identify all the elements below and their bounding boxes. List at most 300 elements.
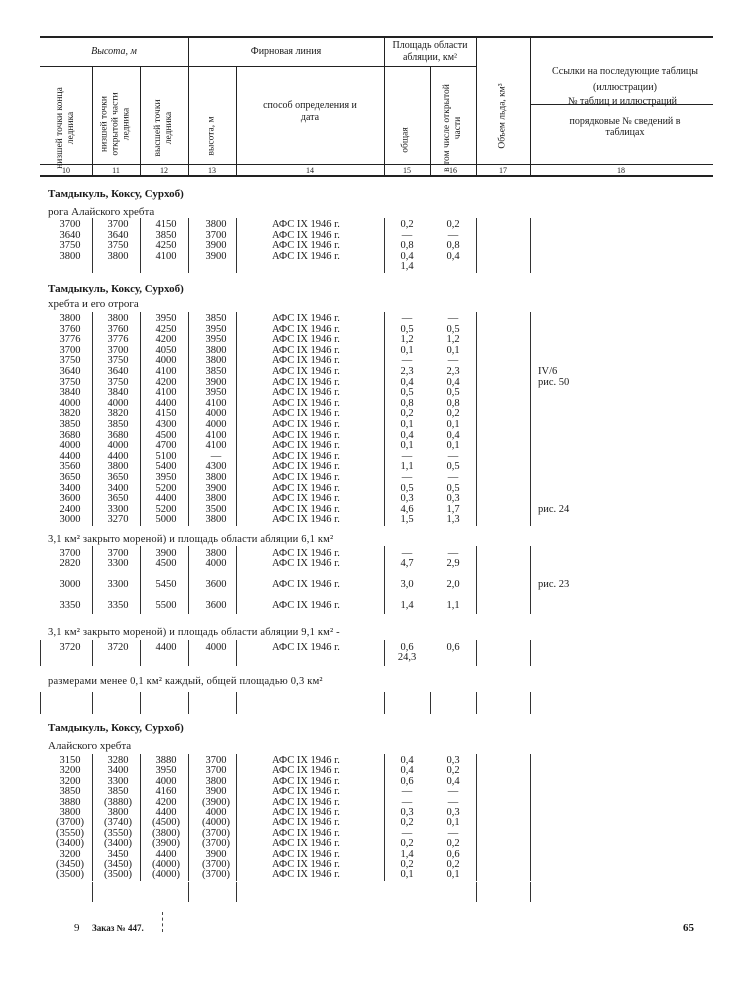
column-rule	[476, 546, 477, 614]
table-cell: 4250	[155, 323, 177, 335]
table-cell: 0,1	[400, 869, 414, 881]
table-cell: 3800	[205, 472, 227, 483]
column-rule	[530, 218, 531, 273]
table-cell: 4300	[205, 461, 227, 473]
col-num-18: 18	[617, 166, 625, 175]
table-cell: —	[447, 355, 459, 367]
table-cell: 4150	[155, 408, 177, 420]
column-rule	[530, 640, 531, 666]
table-cell: 3800	[59, 250, 81, 262]
table-cell: 3750	[107, 376, 129, 388]
table-cell: 0,8	[446, 397, 460, 409]
table-cell: 0,4	[400, 755, 414, 766]
table-cell: 2,3	[400, 366, 414, 377]
table-cell: 0,8	[400, 240, 414, 252]
table-cell: 3640	[107, 229, 129, 241]
table-cell: 4200	[155, 376, 177, 388]
column-rule	[530, 312, 531, 526]
table-cell: 0,1	[400, 440, 414, 452]
table-cell: 0,2	[400, 219, 414, 230]
page-number: 65	[683, 922, 694, 934]
table-cell: 3850	[59, 786, 81, 798]
table-cell: (3700)	[202, 838, 230, 850]
table-cell: 1,1	[400, 461, 414, 473]
table-cell: 0,4	[446, 250, 460, 262]
table-cell: 3800	[205, 344, 227, 356]
table-cell: 3800	[107, 461, 129, 473]
header-height-group: Высота, м	[91, 46, 137, 57]
table-cell: 3900	[205, 482, 227, 494]
table-cell: 4050	[155, 344, 177, 356]
column-rule	[430, 692, 431, 714]
row-block	[40, 756, 713, 885]
table-cell: IV/6	[538, 366, 558, 377]
column-rule	[476, 218, 477, 273]
table-cell: 0,4	[400, 765, 414, 777]
table-cell: 3650	[59, 472, 81, 483]
table-header	[40, 36, 713, 176]
column-rule	[476, 640, 477, 666]
table-cell: 3200	[59, 775, 81, 787]
header-col-17: Объем льда, км³	[497, 83, 508, 149]
column-rule	[140, 754, 141, 881]
table-cell: 3950	[155, 472, 177, 483]
section-title: Тамдыкуль, Коксу, Сурхоб)	[48, 283, 184, 295]
table-cell: 4100	[155, 387, 177, 399]
column-rule	[476, 692, 477, 714]
table-cell: 2820	[59, 558, 81, 569]
table-cell: —	[447, 472, 459, 483]
table-cell: 3800	[59, 313, 81, 324]
table-cell: 4150	[155, 219, 177, 230]
table-cell: АФС IX 1946 г.	[272, 859, 340, 870]
table-cell: 3850	[155, 229, 177, 241]
table-cell: рис. 23	[538, 579, 570, 590]
table-cell: 0,3	[446, 807, 460, 818]
table-cell: АФС IX 1946 г.	[272, 397, 340, 409]
table-cell: 0,2	[446, 859, 460, 870]
table-cell: АФС IX 1946 г.	[272, 323, 340, 335]
table-cell: АФС IX 1946 г.	[272, 827, 340, 839]
table-cell: 4100	[205, 440, 227, 452]
table-cell: 0,3	[400, 807, 414, 818]
table-cell: 5000	[155, 514, 177, 526]
table-cell: 3850	[107, 786, 129, 798]
table-cell: 3750	[107, 355, 129, 367]
table-cell: 0,6	[446, 642, 460, 653]
table-cell: 3700	[59, 219, 81, 230]
table-cell: 3700	[205, 229, 227, 241]
table-cell: 4000	[155, 775, 177, 787]
table-cell: 4000	[205, 558, 227, 569]
table-cell: АФС IX 1946 г.	[272, 579, 340, 590]
table-cell: 4000	[155, 355, 177, 367]
table-cell: АФС IX 1946 г.	[272, 600, 340, 611]
header-col-12: высшей точки ледника	[153, 99, 174, 157]
table-cell: 4400	[155, 397, 177, 409]
header-refs-title: Ссылки на последующие таблицы (иллюстрации)	[551, 66, 698, 93]
table-cell: 4500	[155, 429, 177, 441]
table-cell: 4500	[155, 558, 177, 569]
table-cell: 3000	[59, 514, 81, 526]
col-num-13: 13	[208, 166, 216, 175]
table-cell: 3900	[205, 240, 227, 252]
table-cell: —	[447, 450, 459, 462]
table-cell: 0,5	[400, 387, 414, 399]
table-cell: 3800	[107, 807, 129, 818]
table-cell: 0,3	[400, 493, 414, 505]
table-cell: АФС IX 1946 г.	[272, 376, 340, 388]
table-cell: 3720	[107, 642, 129, 653]
table-cell: 4400	[107, 450, 129, 462]
table-cell: 3900	[205, 848, 227, 860]
table-cell: 3600	[205, 600, 227, 611]
table-cell: 3800	[107, 313, 129, 324]
table-cell: 3840	[59, 387, 81, 399]
table-cell: 3300	[107, 579, 129, 590]
table-cell: 0,1	[446, 344, 460, 356]
table-cell: —	[447, 827, 459, 839]
column-rule	[140, 640, 141, 666]
table-cell: 3950	[155, 765, 177, 777]
column-rule	[188, 546, 189, 614]
table-cell: 0,2	[446, 408, 460, 420]
table-cell: АФС IX 1946 г.	[272, 786, 340, 798]
table-cell: 4000	[107, 397, 129, 409]
table-cell: 2,9	[446, 558, 460, 569]
table-cell: 3950	[205, 334, 227, 346]
note-line: размерами менее 0,1 км² каждый, общей площадью 0,3 км²	[48, 676, 323, 687]
table-cell: (3450)	[104, 859, 132, 870]
table-cell: АФС IX 1946 г.	[272, 429, 340, 441]
section-subtitle: Алайского хребта	[48, 740, 132, 752]
table-cell: 3760	[59, 323, 81, 335]
table-cell: 3880	[59, 796, 81, 808]
table-cell: 5200	[155, 503, 177, 515]
table-cell: 4000	[205, 408, 227, 420]
table-cell: 0,4	[400, 429, 414, 441]
table-cell: —	[401, 548, 413, 559]
table-cell: 0,1	[446, 440, 460, 452]
table-cell: —	[447, 548, 459, 559]
col-num-12: 12	[160, 166, 168, 175]
table-cell: —	[210, 450, 222, 462]
header-col-16: в том числе открытой части	[442, 84, 463, 172]
table-cell: 3680	[59, 429, 81, 441]
table-cell: (3450)	[56, 859, 84, 870]
column-rule	[530, 754, 531, 881]
table-cell: 0,2	[400, 408, 414, 420]
table-cell: (3900)	[202, 796, 230, 808]
table-cell: (3400)	[104, 838, 132, 850]
column-rule	[140, 692, 141, 714]
column-rule	[384, 546, 385, 614]
table-cell: 3270	[107, 514, 129, 526]
table-cell: АФС IX 1946 г.	[272, 482, 340, 494]
table-cell: 3750	[59, 240, 81, 252]
table-cell: АФС IX 1946 г.	[272, 366, 340, 377]
table-cell: 4400	[155, 807, 177, 818]
column-rule	[236, 312, 237, 526]
table-cell: АФС IX 1946 г.	[272, 461, 340, 473]
table-cell: АФС IX 1946 г.	[272, 503, 340, 515]
header-col-15: общая	[400, 127, 411, 153]
column-rule	[188, 754, 189, 881]
table-cell: 1,5	[400, 514, 414, 526]
table-cell: 4400	[59, 450, 81, 462]
table-cell: 4000	[205, 642, 227, 653]
table-cell: 0,1	[446, 869, 460, 881]
column-rule	[92, 882, 93, 902]
table-cell: 1,7	[446, 503, 460, 515]
table-cell: 3450	[107, 848, 129, 860]
table-cell: 3600	[205, 579, 227, 590]
table-cell: 24,3	[397, 652, 417, 663]
table-cell: 3900	[205, 250, 227, 262]
table-cell: 3700	[107, 344, 129, 356]
column-rule	[384, 692, 385, 714]
column-rule	[92, 218, 93, 273]
column-rule	[92, 692, 93, 714]
table-cell: (3500)	[56, 869, 84, 881]
table-cell: 3350	[59, 600, 81, 611]
table-cell: 3850	[59, 419, 81, 430]
table-cell: 4,6	[400, 503, 414, 515]
table-cell: 3750	[59, 355, 81, 367]
header-col-14: способ определения и дата	[263, 100, 357, 123]
table-cell: 3950	[155, 313, 177, 324]
row-block	[40, 314, 713, 530]
table-cell: 3200	[59, 765, 81, 777]
footer-cut-line	[162, 912, 164, 932]
table-cell: 3300	[107, 775, 129, 787]
table-cell: (3740)	[104, 817, 132, 829]
table-cell: 0,4	[400, 250, 414, 262]
table-cell: 0,2	[400, 838, 414, 850]
table-cell: 2,0	[446, 579, 460, 590]
table-cell: 0,3	[446, 755, 460, 766]
table-cell: (3700)	[56, 817, 84, 829]
table-cell: 4,7	[400, 558, 414, 569]
column-rule	[476, 312, 477, 526]
table-cell: АФС IX 1946 г.	[272, 817, 340, 829]
table-cell: 4100	[155, 250, 177, 262]
table-cell: 3820	[59, 408, 81, 420]
table-cell: АФС IX 1946 г.	[272, 408, 340, 420]
table-cell: АФС IX 1946 г.	[272, 450, 340, 462]
table-cell: 1,3	[446, 514, 460, 526]
table-cell: —	[401, 472, 413, 483]
table-cell: 0,2	[446, 838, 460, 850]
column-rule	[236, 218, 237, 273]
column-rule	[236, 882, 237, 902]
table-cell: 1,4	[400, 848, 414, 860]
table-cell: 0,5	[446, 482, 460, 494]
column-rule	[92, 640, 93, 666]
table-cell: (3550)	[56, 827, 84, 839]
table-cell: 2400	[59, 503, 81, 515]
table-cell: 3650	[107, 472, 129, 483]
table-cell: 4400	[155, 848, 177, 860]
column-rule	[476, 882, 477, 902]
table-cell: 1,2	[446, 334, 460, 346]
section-subtitle: рога Алайского хребта	[48, 206, 155, 218]
table-cell: АФС IX 1946 г.	[272, 355, 340, 367]
table-cell: 3200	[59, 848, 81, 860]
table-cell: АФС IX 1946 г.	[272, 796, 340, 808]
table-cell: (3400)	[56, 838, 84, 850]
table-cell: 4200	[155, 796, 177, 808]
col-num-10: 10	[62, 166, 70, 175]
table-cell: (3500)	[104, 869, 132, 881]
table-cell: 3850	[205, 313, 227, 324]
table-cell: 2,3	[446, 366, 460, 377]
table-cell: 0,1	[446, 817, 460, 829]
table-cell: АФС IX 1946 г.	[272, 548, 340, 559]
table-cell: 3640	[59, 366, 81, 377]
table-cell: 3680	[107, 429, 129, 441]
table-cell: АФС IX 1946 г.	[272, 219, 340, 230]
table-cell: 3640	[59, 229, 81, 241]
col-num-14: 14	[306, 166, 314, 175]
column-rule	[40, 640, 41, 666]
table-cell: (3880)	[104, 796, 132, 808]
header-col-13: высота, м	[206, 116, 217, 156]
table-cell: (4000)	[152, 859, 180, 870]
table-cell: —	[401, 786, 413, 798]
table-cell: (4000)	[202, 817, 230, 829]
table-cell: 5500	[155, 600, 177, 611]
col-num-16: 16	[449, 166, 457, 175]
table-cell: рис. 24	[538, 503, 570, 515]
table-cell: 5450	[155, 579, 177, 590]
section-title: Тамдыкуль, Коксу, Сурхоб)	[48, 722, 184, 734]
table-cell: —	[401, 229, 413, 241]
column-rule	[384, 754, 385, 881]
table-cell: 0,2	[446, 765, 460, 777]
table-cell: (3550)	[104, 827, 132, 839]
row-block	[40, 220, 713, 277]
table-cell: 3760	[107, 323, 129, 335]
table-cell: —	[401, 796, 413, 808]
column-rule	[476, 754, 477, 881]
table-cell: 3800	[205, 219, 227, 230]
table-cell: рис. 50	[538, 376, 570, 388]
header-refs-sub2: порядковые № сведений в таблицах	[569, 116, 681, 138]
table-cell: 5100	[155, 450, 177, 462]
col-num-11: 11	[112, 166, 120, 175]
header-firn-group: Фирновая линия	[250, 46, 322, 57]
table-cell: АФС IX 1946 г.	[272, 419, 340, 430]
table-cell: АФС IX 1946 г.	[272, 250, 340, 262]
table-cell: АФС IX 1946 г.	[272, 229, 340, 241]
table-cell: 3880	[155, 755, 177, 766]
table-cell: 0,2	[400, 859, 414, 870]
table-cell: 0,4	[446, 376, 460, 388]
table-cell: —	[401, 313, 413, 324]
table-cell: 3800	[205, 514, 227, 526]
table-cell: 3650	[107, 493, 129, 505]
table-cell: АФС IX 1946 г.	[272, 313, 340, 324]
table-cell: 4400	[155, 642, 177, 653]
table-cell: АФС IX 1946 г.	[272, 558, 340, 569]
table-cell: АФС IX 1946 г.	[272, 848, 340, 860]
table-cell: 1,4	[400, 600, 414, 611]
table-cell: 3850	[107, 419, 129, 430]
column-rule	[188, 640, 189, 666]
table-cell: 4000	[205, 807, 227, 818]
column-rule	[188, 692, 189, 714]
table-cell: 5200	[155, 482, 177, 494]
table-cell: 3900	[155, 548, 177, 559]
table-cell: 3700	[59, 344, 81, 356]
footer-order: Заказ № 447.	[92, 923, 144, 933]
table-cell: 3300	[107, 558, 129, 569]
table-cell: 3840	[107, 387, 129, 399]
table-cell: 4700	[155, 440, 177, 452]
column-rule	[188, 312, 189, 526]
table-cell: 3800	[205, 548, 227, 559]
table-cell: 3300	[107, 503, 129, 515]
table-cell: 4200	[155, 334, 177, 346]
table-cell: —	[401, 355, 413, 367]
col-num-17: 17	[499, 166, 507, 175]
table-cell: 5400	[155, 461, 177, 473]
table-cell: 0,4	[400, 376, 414, 388]
table-cell: 3800	[205, 493, 227, 505]
column-rule	[384, 312, 385, 526]
column-rule	[140, 546, 141, 614]
column-rule	[188, 882, 189, 902]
table-cell: АФС IX 1946 г.	[272, 755, 340, 766]
table-cell: 3000	[59, 579, 81, 590]
column-rule	[92, 754, 93, 881]
column-rule	[236, 692, 237, 714]
table-cell: 0,8	[400, 397, 414, 409]
table-cell: АФС IX 1946 г.	[272, 344, 340, 356]
table-cell: 4000	[107, 440, 129, 452]
section-title: Тамдыкуль, Коксу, Сурхоб)	[48, 188, 184, 200]
column-rule	[40, 692, 41, 714]
header-refs-sub1: № таблиц и иллюстраций	[567, 96, 678, 107]
table-cell: 3600	[59, 493, 81, 505]
section-subtitle: хребта и его отрога	[48, 298, 139, 310]
table-cell: 0,6	[400, 642, 414, 653]
column-rule	[530, 692, 531, 714]
table-cell: 0,1	[446, 419, 460, 430]
table-cell: 4000	[59, 440, 81, 452]
note-line: 3,1 км² закрыто мореной) и площадь области абляции 9,1 км² -	[48, 627, 340, 638]
table-cell: 3560	[59, 461, 81, 473]
column-rule	[236, 640, 237, 666]
table-cell: АФС IX 1946 г.	[272, 472, 340, 483]
table-cell: 3700	[107, 548, 129, 559]
table-cell: АФС IX 1946 г.	[272, 514, 340, 526]
note-line: 3,1 км² закрыто мореной) и площадь области абляции 6,1 км²	[48, 534, 334, 545]
table-cell: 3750	[107, 240, 129, 252]
table-cell: (3900)	[152, 838, 180, 850]
table-cell: 4100	[205, 429, 227, 441]
table-cell: 0,8	[446, 240, 460, 252]
column-rule	[530, 546, 531, 614]
column-rule	[92, 546, 93, 614]
table-cell: 4000	[205, 419, 227, 430]
table-cell: АФС IX 1946 г.	[272, 807, 340, 818]
table-cell: АФС IX 1946 г.	[272, 240, 340, 252]
table-cell: АФС IX 1946 г.	[272, 642, 340, 653]
column-rule	[140, 312, 141, 526]
table-cell: —	[447, 786, 459, 798]
